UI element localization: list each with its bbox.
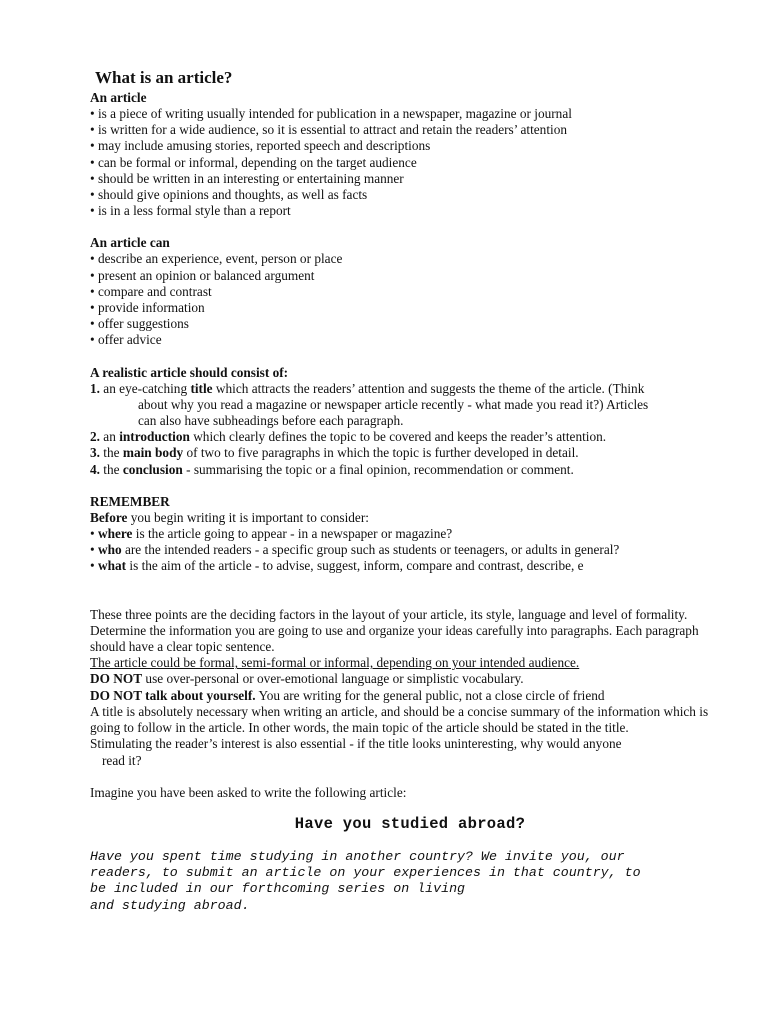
list-item-continuation: can also have subheadings before each paragraph. [138, 413, 404, 429]
list-item: • where is the article going to appear - in a newspaper or magazine? [90, 526, 453, 542]
list-item: • offer advice [90, 332, 162, 348]
list-item: • is in a less formal style than a report [90, 203, 291, 219]
paragraph-continuation: read it? [102, 752, 142, 768]
article-can-list [90, 251, 730, 348]
list-item: • who are the intended readers - a specific group such as students or teenagers, or adults in general? [90, 542, 620, 558]
list-item: • offer suggestions [90, 316, 189, 332]
list-item: • present an opinion or balanced argument [90, 267, 315, 283]
document-page [90, 68, 730, 914]
remember-intro: Before you begin writing it is important to consider: [90, 509, 369, 525]
structure-list [90, 381, 730, 478]
list-item: • may include amusing stories, reported speech and descriptions [90, 138, 431, 154]
list-item: • can be formal or informal, depending on the target audience [90, 154, 417, 170]
section-heading-structure: A realistic article should consist of: [90, 364, 289, 380]
list-item: 4. the conclusion - summarising the topic or a final opinion, recommendation or comment. [90, 461, 574, 477]
paragraph: Determine the information you are going to use and organize your ideas carefully into paragraphs. Each paragraph should have a clear topic sentence. [90, 622, 699, 655]
section-heading-an-article: An article [90, 90, 147, 105]
paragraph: DO NOT talk about yourself. You are writing for the general public, not a close circle of friend [90, 687, 605, 703]
list-item: 3. the main body of two to five paragraphs in which the topic is further developed in detail. [90, 445, 579, 461]
section-heading-article-can: An article can [90, 235, 170, 251]
paragraph: The article could be formal, semi-formal or informal, depending on your intended audience. [90, 655, 580, 671]
list-item-continuation: about why you read a magazine or newspaper article recently - what made you read it?) Articles [138, 396, 649, 412]
paragraph: DO NOT use over-personal or over-emotional language or simplistic vocabulary. [90, 671, 524, 687]
list-item: 1. an eye-catching title which attracts the readers’ attention and suggests the theme of the article. (Think [90, 380, 645, 396]
list-item: • compare and contrast [90, 283, 212, 299]
task-line: be included in our forthcoming series on living [90, 881, 466, 897]
paragraph: These three points are the deciding factors in the layout of your article, its style, language and level of formality. [90, 606, 688, 622]
task-title: Have you studied abroad? [294, 814, 526, 833]
list-item: • what is the aim of the article - to advise, suggest, inform, compare and contrast, describe, e [90, 558, 584, 574]
list-item: • should give opinions and thoughts, as well as facts [90, 187, 368, 203]
paragraph: Stimulating the reader’s interest is also essential - if the title looks uninteresting, why would anyone [90, 736, 622, 752]
page-title: What is an article? [95, 68, 233, 87]
list-item: • describe an experience, event, person or place [90, 251, 343, 267]
list-item: • provide information [90, 300, 205, 316]
task-line: and studying abroad. [90, 897, 250, 913]
article-definition-list [90, 106, 730, 219]
list-item: • should be written in an interesting or entertaining manner [90, 170, 404, 186]
task-line: Have you spent time studying in another country? We invite you, our [90, 848, 625, 864]
list-item: • is a piece of writing usually intended for publication in a newspaper, magazine or journal [90, 106, 572, 121]
list-item: 2. an introduction which clearly defines the topic to be covered and keeps the reader’s attention. [90, 429, 607, 445]
paragraph: A title is absolutely necessary when writing an article, and should be a concise summary of the information which is going to follow in the article. In other words, the main topic of the article should be stated in the title. [90, 703, 709, 736]
list-item: • is written for a wide audience, so it is essential to attract and retain the readers’ attention [90, 122, 568, 138]
section-heading-remember: REMEMBER [90, 493, 170, 509]
task-line: readers, to submit an article on your experiences in that country, to [90, 865, 641, 881]
task-prompt [90, 849, 730, 914]
paragraph: Imagine you have been asked to write the following article: [90, 784, 407, 800]
